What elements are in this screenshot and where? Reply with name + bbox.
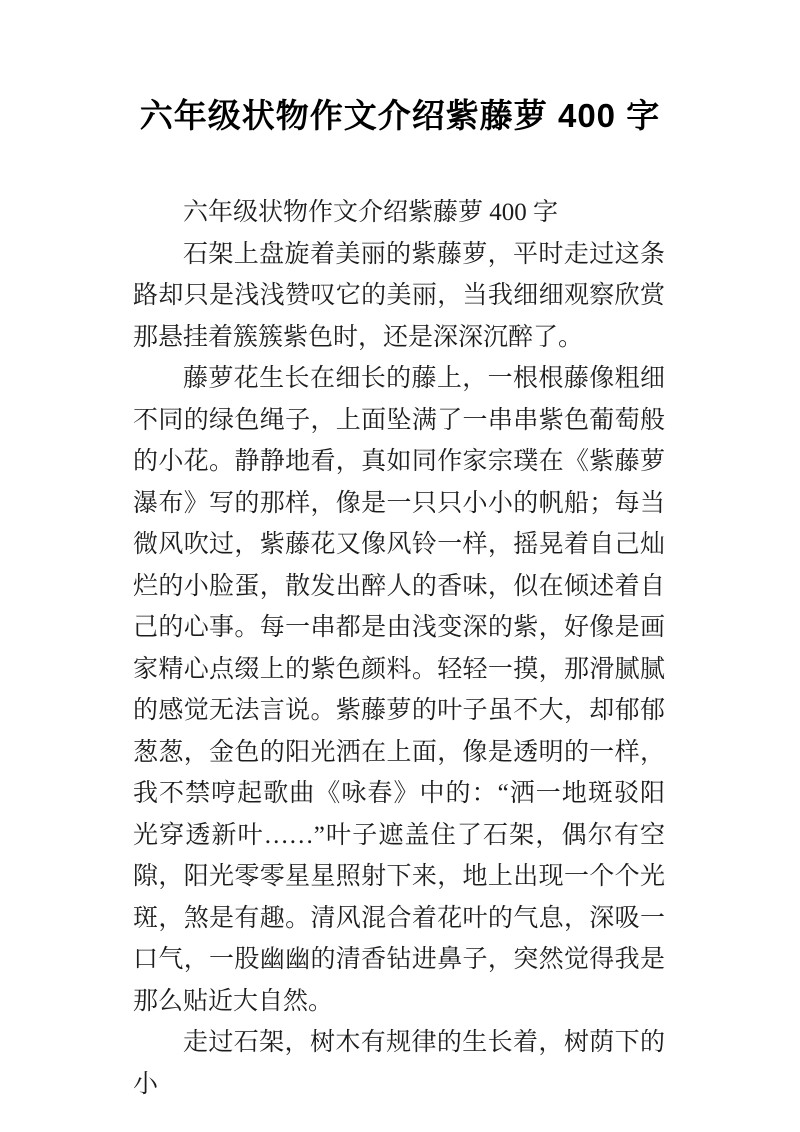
paragraph: 六年级状物作文介绍紫藤萝 400 字 bbox=[183, 199, 559, 226]
paragraph: 走过石架，树木有规律的生长着，树荫下的小 bbox=[133, 1029, 665, 1098]
paragraph: 藤萝花生长在细长的藤上，一根根藤像粗细不同的绿色绳子，上面坠满了一串串紫色葡萄般的小花。静静地看，真如同作家宗璞在《紫藤萝瀑布》写的那样，像是一只只小小的帆船；每当微风吹过，紫藤花又像风铃一样，摇晃着自己灿烂的小脸蛋，散发出醉人的香味，似在倾述着自己的心事。每一串都是由浅变深的紫，好像是画家精心点缀上的紫色颜料。轻轻一摸，那滑腻腻的感觉无法言说。紫藤萝的叶子虽不大，却郁郁葱葱，金色的阳光洒在上面，像是透明的一样，我不禁哼起歌曲《咏春》中的：“洒一地斑驳阳光穿透新叶……”叶子遮盖住了石架，偶尔有空隙，阳光零零星星照射下来，地上出现一个个光斑，煞是有趣。清风混合着花叶的气息，深吸一口气，一股幽幽的清香钻进鼻子，突然觉得我是那么贴近大自然。 bbox=[133, 365, 665, 1015]
document-body bbox=[133, 192, 665, 1105]
paragraph: 石架上盘旋着美丽的紫藤萝，平时走过这条路却只是浅浅赞叹它的美丽，当我细细观察欣赏那悬挂着簇簇紫色时，还是深深沉醉了。 bbox=[133, 240, 665, 351]
document-title: 六年级状物作文介绍紫藤萝 400 字 bbox=[139, 97, 661, 134]
